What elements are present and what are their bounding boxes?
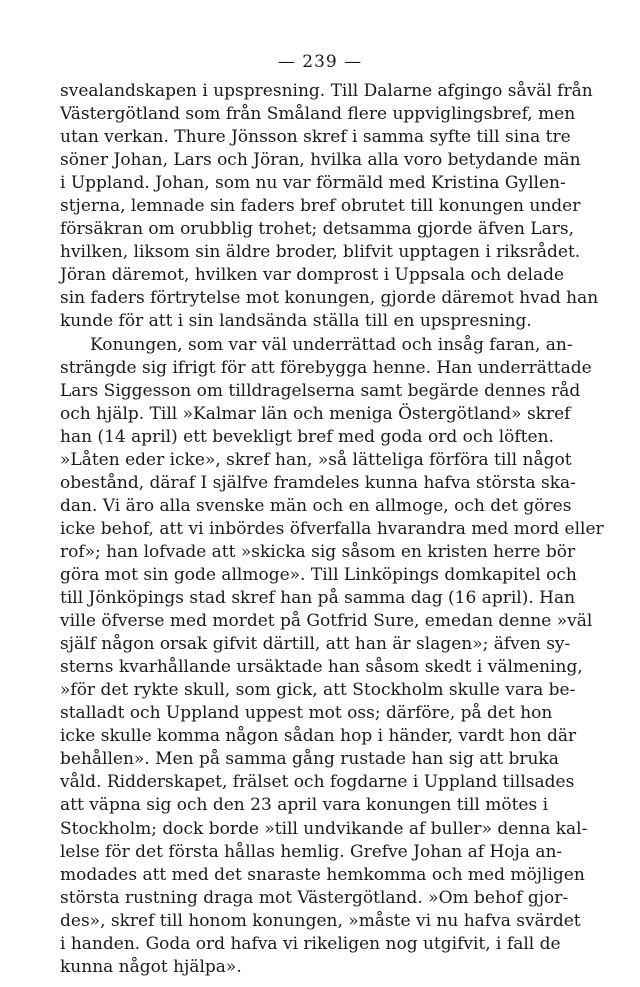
text-line: att väpna sig och den 23 april vara konungen till mötes i (60, 795, 549, 816)
text-line: våld. Ridderskapet, frälset och fogdarne i Uppland tillsades (60, 772, 575, 793)
text-line: och hjälp. Till »Kalmar län och meniga Östergötland» skref (60, 403, 571, 424)
text-line: till Jönköpings stad skref han på samma dag (16 april). Han (60, 588, 576, 609)
text-line: han (14 april) ett bevekligt bref med goda ord och löften. (60, 426, 554, 447)
text-line: Konungen, som var väl underrättad och insåg faran, an- (90, 334, 573, 355)
text-line: icke behof, att vi inbördes öfverfalla hvarandra med mord eller (60, 518, 604, 539)
text-line: göra mot sin gode allmoge». Till Linköpings domkapitel och (60, 564, 577, 585)
text-line: Västergötland som från Småland flere uppviglingsbref, men (60, 104, 576, 125)
text-line: utan verkan. Thure Jönsson skref i samma syfte till sina tre (60, 127, 571, 148)
text-line: stalladt och Uppland uppest mot oss; därföre, på det hon (60, 703, 553, 724)
text-line: i handen. Goda ord hafva vi rikeligen nog utgifvit, i fall de (60, 933, 561, 954)
text-line: sin faders förtrytelse mot konungen, gjorde däremot hvad han (60, 288, 599, 309)
text-line: sterns kvarhållande ursäktade han såsom skedt i välmening, (60, 657, 583, 678)
text-line: des», skref till honom konungen, »måste vi nu hafva svärdet (60, 910, 581, 931)
text-line: söner Johan, Lars och Jöran, hvilka alla voro betydande män (60, 150, 581, 171)
text-line: icke skulle komma någon sådan hop i händer, vardt hon där (60, 726, 577, 747)
text-line: lelse för det första hållas hemlig. Grefve Johan af Hoja an- (60, 841, 563, 862)
text-line: behållen». Men på samma gång rustade han sig att bruka (60, 749, 559, 770)
text-line: modades att med det snaraste hemkomma och med möjligen (60, 864, 585, 885)
text-line: i Uppland. Johan, som nu var förmäld med Kristina Gyllen- (60, 173, 566, 194)
text-line: Lars Siggesson om tilldragelserna samt begärde dennes råd (60, 380, 581, 401)
text-line: kunde för att i sin landsända ställa till en upspresning. (60, 311, 532, 332)
text-line: rof»; han lofvade att »skicka sig såsom en kristen herre bör (60, 541, 576, 562)
text-line: stjerna, lemnade sin faders bref obrutet till konungen under (60, 196, 581, 217)
text-line: svealandskapen i upspresning. Till Dalarne afgingo såväl från (60, 81, 593, 101)
page-number: — 239 — (277, 52, 363, 72)
text-line: hvilken, liksom sin äldre broder, blifvit upptagen i riksrådet. (60, 242, 581, 263)
text-line: Stockholm; dock borde »till undvikande af buller» denna kal- (60, 818, 588, 839)
text-line: själf någon orsak gifvit därtill, att han är slagen»; äfven sy- (60, 634, 571, 655)
body-text (60, 80, 604, 979)
text-line: »Låten eder icke», skref han, »så lätteliga förföra till något (60, 449, 572, 470)
text-line: kunna något hjälpa». (60, 956, 242, 977)
text-line: ville öfverse med mordet på Gotfrid Sure, emedan denne »väl (60, 611, 593, 632)
text-line: försäkran om orubblig trohet; detsamma gjorde äfven Lars, (60, 219, 574, 240)
text-line: dan. Vi äro alla svenske män och en allmoge, och det göres (60, 495, 572, 516)
text-line: strängde sig ifrigt för att förebygga henne. Han underrättade (60, 357, 592, 378)
text-line: »för det rykte skull, som gick, att Stockholm skulle vara be- (60, 680, 576, 701)
text-line: största rustning draga mot Västergötland. »Om behof gjor- (60, 887, 569, 908)
text-line: obestånd, däraf I själfve framdeles kunna hafva största ska- (60, 472, 576, 493)
text-line: Jöran däremot, hvilken var domprost i Uppsala och delade (60, 265, 565, 286)
